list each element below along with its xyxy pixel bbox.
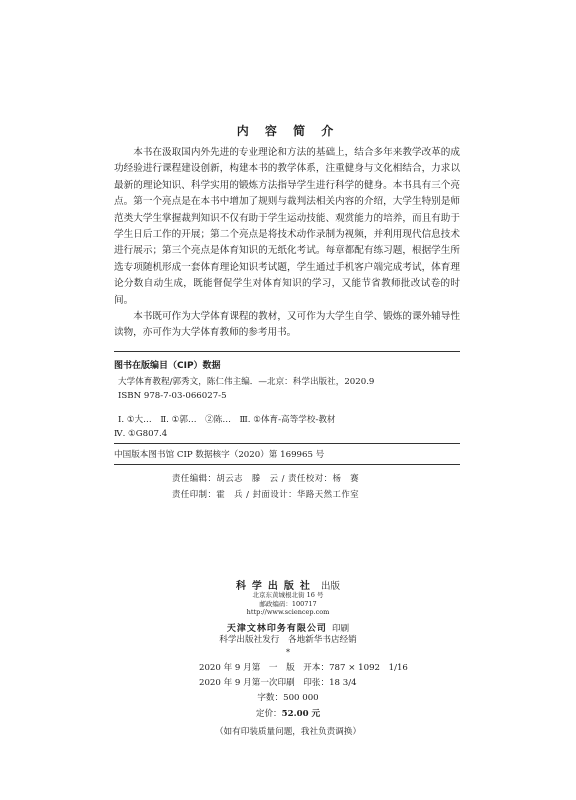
printing-line: 2020 年 9 月第一次印刷 印张：18 3/4 — [199, 678, 357, 688]
publisher-name: 科学出版社 — [235, 581, 316, 592]
distribution-line: 科学出版社发行 各地新华书店经销 — [219, 635, 357, 645]
cip-number: 中国版本图书馆 CIP 数据核字（2020）第 169965 号 — [114, 450, 325, 460]
printer-suffix: 印刷 — [331, 624, 350, 634]
publisher-url: http://www.sciencep.com — [246, 608, 330, 616]
cip-bottom-rule — [114, 464, 460, 465]
cip-top-rule — [114, 351, 460, 352]
price-value: 52.00 元 — [281, 709, 321, 719]
editor-credits: 责任编辑：胡云志 滕 云 / 责任校对：杨 赛 — [172, 473, 360, 483]
cip-classification: Ⅰ. ①大… Ⅱ. ①郭… ②陈… Ⅲ. ①体育-高等学校-教材 — [118, 415, 336, 425]
intro-title: 内 容 简 介 — [236, 124, 340, 138]
publisher-address: 北京东黄城根北街 16 号 — [252, 591, 324, 599]
quality-notice: （如有印装质量问题，我社负责调换） — [214, 727, 362, 737]
price-label: 定价： — [255, 709, 282, 719]
price-line — [0, 707, 576, 719]
intro-paragraph: 本书既可作为大学体育课程的教材，又可作为大学生自学、锻炼的课外辅导性读物，亦可作为大学体育教师的参考用书。 — [114, 311, 460, 339]
publisher-postcode: 邮政编码：100717 — [259, 600, 317, 608]
cip-classification-code: Ⅳ. ①G807.4 — [114, 429, 168, 439]
word-count: 字数：500 000 — [257, 693, 319, 703]
printing-credits: 责任印制：霍 兵 / 封面设计：华路天然工作室 — [172, 489, 360, 499]
cip-book-line: 大学体育教程/郭秀文，陈仁伟主编．—北京：科学出版社，2020.9 — [118, 377, 375, 387]
printer-name: 天津文林印务有限公司 — [226, 624, 327, 634]
intro-body — [114, 145, 460, 342]
publisher-suffix: 出版 — [321, 581, 341, 592]
cip-heading: 图书在版编目（CIP）数据 — [114, 361, 221, 371]
intro-paragraph: 本书在汲取国内外先进的专业理论和方法的基础上，结合多年来教学改革的成功经验进行课程建设创新，构建本书的教学体系，注重健身与文化相结合，力求以最新的理论知识、科学实用的锻炼方法指导学生进行科学的健身。本书具有三个亮点。第一个亮点是在本书中增加了规则与裁判法相关内容的介绍，大学生特别是师范类大学生掌握裁判知识不仅有助于学生运动技能、观赏能力的培养，而且有助于学生日后工作的开展；第二个亮点是将技术动作录制为视频，并利用现代信息技术进行展示；第三个亮点是体育知识的无纸化考试。每章都配有练习题，根据学生所选专项随机形成一套体育理论知识考试题，学生通过手机客户端完成考试，体育理论分数自动生成，既能督促学生对体育知识的学习，又能节省教师批改试卷的时间。 — [114, 147, 460, 306]
separator-star: * — [286, 648, 290, 657]
cip-divider — [114, 443, 460, 444]
cip-isbn: ISBN 978-7-03-066027-5 — [118, 391, 227, 401]
edition-line: 2020 年 9 月第 一 版 开本：787 × 1092 1/16 — [199, 663, 408, 673]
